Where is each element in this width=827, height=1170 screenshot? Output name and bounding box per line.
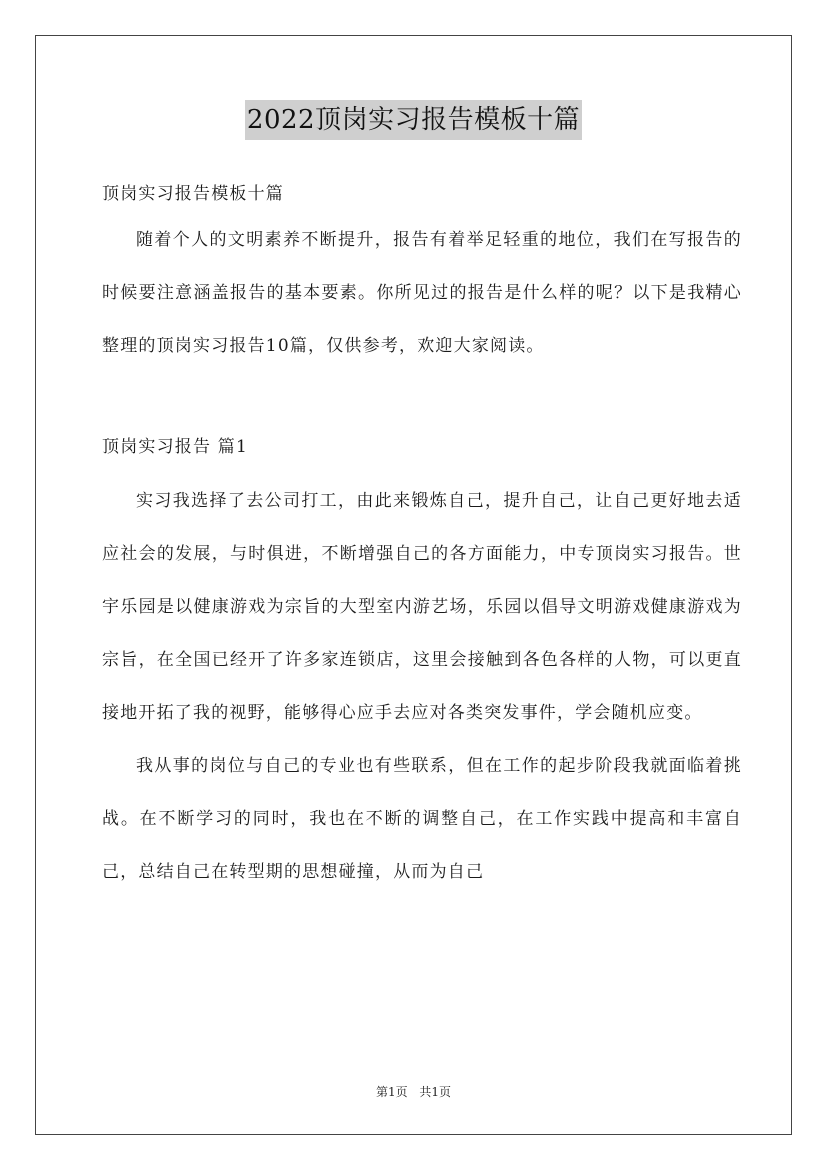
- document-subtitle: 顶岗实习报告模板十篇: [102, 184, 284, 204]
- document-body: [102, 174, 742, 899]
- page-total: 共1页: [419, 1085, 452, 1099]
- document-title: 2022顶岗实习报告模板十篇: [245, 100, 582, 140]
- body-paragraph-2: 我从事的岗位与自己的专业也有些联系，但在工作的起步阶段我就面临着挑战。在不断学习的同时，我也在不断的调整自己，在工作实践中提高和丰富自己，总结自己在转型期的思想碰撞，从而为自己: [102, 756, 742, 882]
- section-heading: 顶岗实习报告 篇1: [102, 437, 249, 457]
- intro-paragraph: 随着个人的文明素养不断提升，报告有着举足轻重的地位，我们在写报告的时候要注意涵盖报告的基本要素。你所见过的报告是什么样的呢？以下是我精心整理的顶岗实习报告10篇，仅供参考，欢迎大家阅读。: [102, 230, 742, 356]
- title-container: [0, 100, 827, 140]
- page-number: 第1页: [375, 1085, 408, 1099]
- body-paragraph-1: 实习我选择了去公司打工，由此来锻炼自己，提升自己，让自己更好地去适应社会的发展，与时俱进，不断增强自己的各方面能力，中专顶岗实习报告。世宇乐园是以健康游戏为宗旨的大型室内游艺场，乐园以倡导文明游戏健康游戏为宗旨，在全国已经开了许多家连锁店，这里会接触到各色各样的人物，可以更直接地开拓了我的视野，能够得心应手去应对各类突发事件，学会随机应变。: [102, 491, 742, 723]
- page-footer: [0, 1083, 827, 1100]
